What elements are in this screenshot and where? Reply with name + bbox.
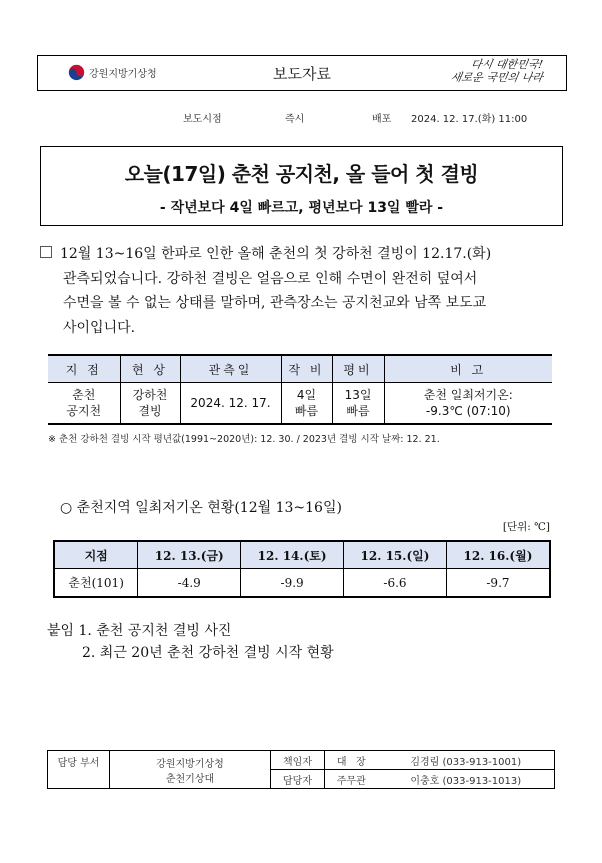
- header-cell: 지 점: [48, 355, 120, 383]
- date-cell: 2024. 12. 17.: [180, 383, 281, 425]
- slogan-line: 새로운 국민의 나라: [449, 71, 544, 84]
- table-header-row: [48, 355, 552, 383]
- table-header-row: [54, 541, 550, 569]
- vs-last-year-cell: 4일 빠름: [281, 383, 332, 425]
- distribution-value: 2024. 12. 17.(화) 11:00: [411, 114, 528, 125]
- cell: -9.7: [446, 569, 550, 598]
- summary-paragraph: [38, 242, 562, 340]
- staff-contact: 이충호 (033-913-1013): [378, 770, 555, 789]
- header-cell: 작 비: [281, 355, 332, 383]
- header-cell: 12. 15.(일): [344, 541, 447, 569]
- phenomenon-cell: 강하천 결빙: [120, 383, 180, 425]
- paragraph-line: 수면을 볼 수 없는 상태를 말하며, 관측장소는 공지천교와 남쪽 보도교: [63, 295, 487, 311]
- min-temp-table: [53, 540, 551, 598]
- header-box: [37, 55, 567, 91]
- slogan-line: 다시 대한민국!: [469, 58, 544, 71]
- table-row: [54, 569, 550, 598]
- doc-type: 보도자료: [273, 65, 331, 83]
- paragraph-line: 사이입니다.: [63, 319, 136, 336]
- paragraph-line: 관측되었습니다. 강하천 결빙은 얼음으로 인해 수면이 완전히 덮여서: [63, 270, 478, 287]
- attachment-2: 2. 최근 20년 춘천 강하천 결빙 시작 현황: [82, 645, 334, 661]
- unit-label: [단위: ℃]: [502, 521, 550, 533]
- remark-cell: 춘천 일최저기온: -9.3℃ (07:10): [384, 383, 552, 425]
- staff-title: 주무관: [325, 770, 378, 789]
- responsible-contact: 김경림 (033-913-1001): [378, 751, 555, 770]
- attachment-1: [47, 620, 231, 640]
- header-cell: 12. 13.(금): [138, 541, 241, 569]
- cell: -4.9: [138, 569, 241, 598]
- station-cell: 춘천 공지천: [48, 383, 120, 425]
- header-cell: 관측일: [180, 355, 281, 383]
- dept-name: 강원지방기상청 춘천기상대: [110, 751, 271, 789]
- responsible-label: 책임자: [271, 751, 325, 770]
- section-heading: ○ 춘천지역 일최저기온 현황(12월 13~16일): [60, 500, 342, 516]
- main-title: 오늘(17일) 춘천 공지천, 올 들어 첫 결빙: [124, 162, 479, 186]
- distribution-label: 배포: [372, 114, 392, 125]
- header-cell: 비 고: [384, 355, 552, 383]
- org-name: 강원지방기상청: [89, 69, 157, 80]
- header-cell: 12. 16.(월): [446, 541, 550, 569]
- attachment-item: 1. 춘천 공지천 결빙 사진: [78, 623, 232, 639]
- cell: -6.6: [344, 569, 447, 598]
- header-cell: 현 상: [120, 355, 180, 383]
- header-cell: 평비: [332, 355, 384, 383]
- release-time-label: 보도시점: [183, 114, 222, 125]
- paragraph-line: 12월 13~16일 한파로 인한 올해 춘천의 첫 강하천 결빙이 12.17.(화): [60, 246, 492, 262]
- attachment-label: 붙임: [47, 623, 75, 639]
- header-cell: 12. 14.(토): [241, 541, 344, 569]
- subtitle: - 작년보다 4일 빠르고, 평년보다 13일 빨라 -: [159, 200, 444, 216]
- checkbox-bullet-icon: [40, 246, 52, 258]
- release-time-value: 즉시: [285, 114, 305, 125]
- header-cell: 지점: [54, 541, 138, 569]
- footnote: ※ 춘천 강하천 결빙 시작 평년값(1991~2020년): 12. 30. / 2023년 결빙 시작 날짜: 12. 21.: [48, 434, 440, 445]
- vs-normal-cell: 13일 빠름: [332, 383, 384, 425]
- cell: 춘천(101): [54, 569, 138, 598]
- dept-label: 담당 부서: [48, 751, 110, 789]
- slogan: [450, 58, 547, 84]
- staff-label: 담당자: [271, 770, 325, 789]
- contact-table: [47, 750, 555, 789]
- title-box: [40, 146, 563, 226]
- responsible-title: 대 장: [325, 751, 378, 770]
- cell: -9.9: [241, 569, 344, 598]
- freeze-observation-table: [48, 354, 552, 425]
- table-row: [48, 383, 552, 425]
